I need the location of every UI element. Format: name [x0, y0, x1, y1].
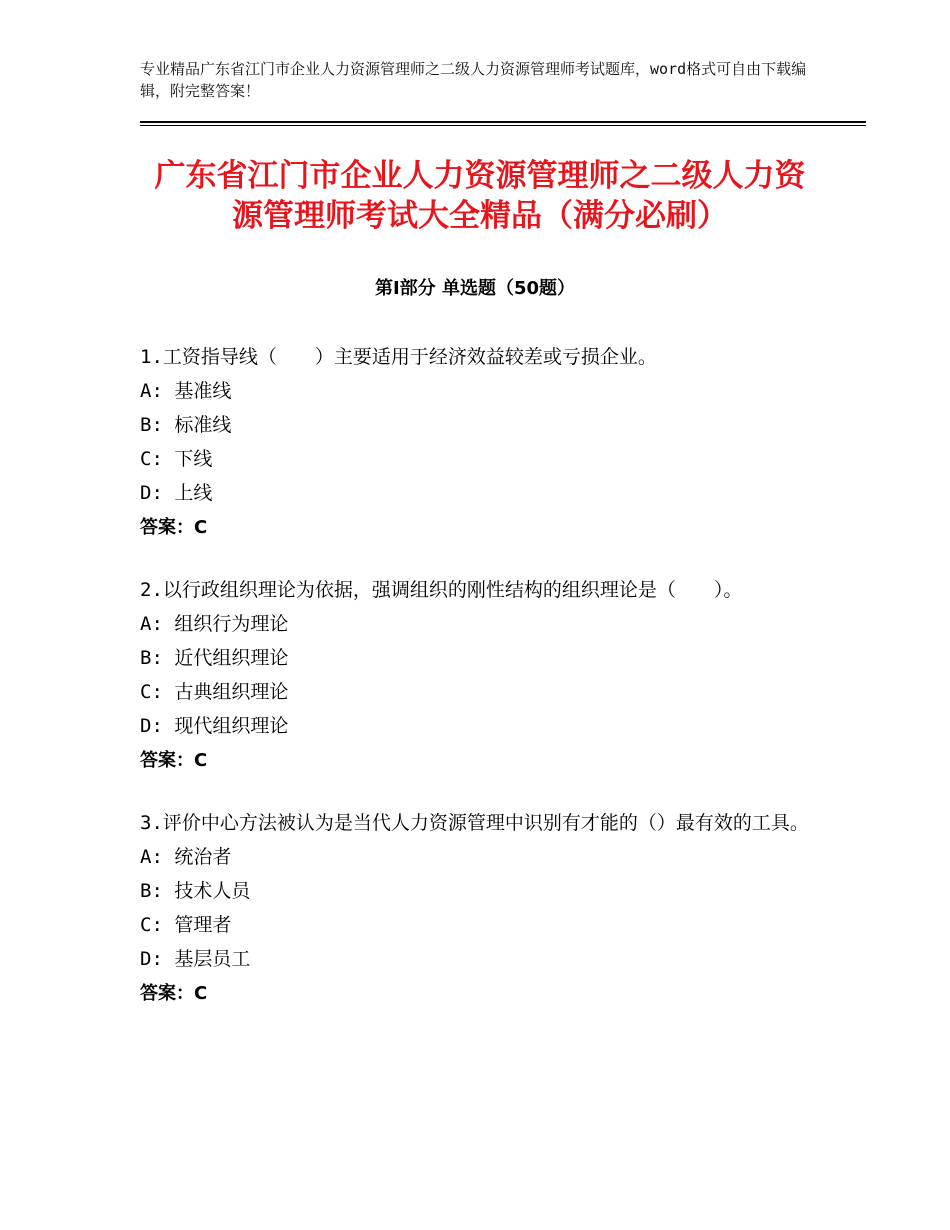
question-stem: 3.评价中心方法被认为是当代人力资源管理中识别有才能的（）最有效的工具。 — [140, 812, 809, 834]
option-b: B: 技术人员 — [140, 880, 251, 902]
answer-text: 答案：C — [140, 517, 208, 538]
option-b: B: 标准线 — [140, 414, 232, 436]
question-stem: 1.工资指导线（ ）主要适用于经济效益较差或亏损企业。 — [140, 346, 657, 368]
question-1 — [140, 344, 810, 541]
option-c: C: 下线 — [140, 448, 213, 470]
option-c: C: 古典组织理论 — [140, 681, 289, 703]
question-stem: 2.以行政组织理论为依据，强调组织的刚性结构的组织理论是（ ）。 — [140, 579, 743, 601]
question-3 — [140, 810, 810, 1007]
question-list — [140, 344, 810, 1043]
header-note: 专业精品广东省江门市企业人力资源管理师之二级人力资源管理师考试题库，word格式可自由下载编辑，附完整答案！ — [140, 60, 807, 100]
answer-text: 答案：C — [140, 750, 208, 771]
option-a: A: 组织行为理论 — [140, 613, 289, 635]
option-c: C: 管理者 — [140, 914, 232, 936]
option-a: A: 统治者 — [140, 846, 232, 868]
header-rule-thin — [140, 125, 866, 126]
option-a: A: 基准线 — [140, 380, 232, 402]
document-title: 广东省江门市企业人力资源管理师之二级人力资源管理师考试大全精品（满分必刷） — [154, 158, 806, 234]
question-2 — [140, 577, 810, 774]
option-d: D: 上线 — [140, 482, 213, 504]
option-b: B: 近代组织理论 — [140, 647, 289, 669]
header-rule-thick — [140, 121, 866, 123]
answer-text: 答案：C — [140, 983, 208, 1004]
option-d: D: 现代组织理论 — [140, 715, 289, 737]
option-d: D: 基层员工 — [140, 948, 251, 970]
section-heading: 第Ⅰ部分 单选题（50题） — [374, 278, 575, 299]
